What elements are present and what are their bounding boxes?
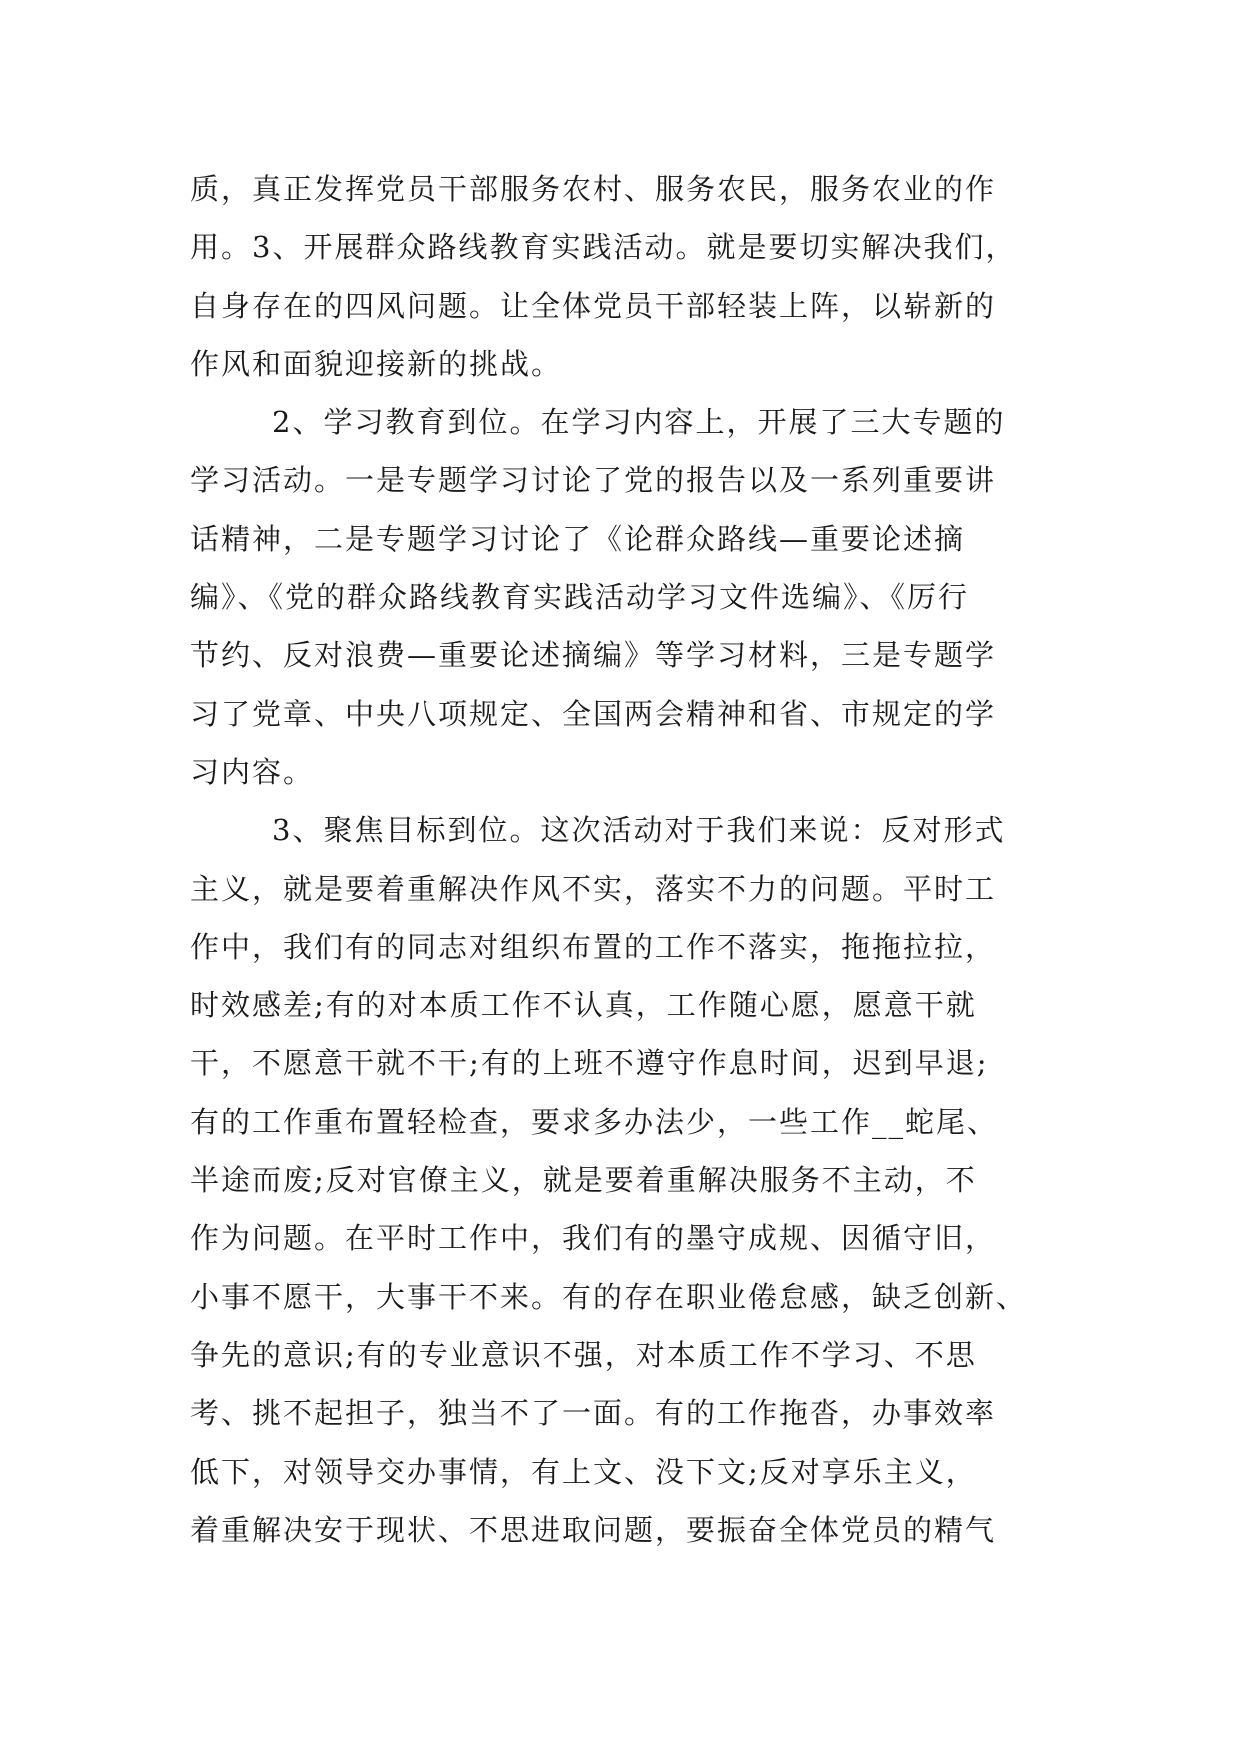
text-line: 编》、《党的群众路线教育实践活动学习文件选编》、《厉行 [190, 580, 970, 615]
text-line: 节约、反对浪费—重要论述摘编》等学习材料，三是专题学 [190, 638, 997, 673]
text-line: 着重解决安于现状、不思进取问题，要振奋全体党员的精气 [190, 1512, 997, 1547]
text-line: 小事不愿干，大事干不来。有的存在职业倦怠感，缺乏创新、 [190, 1279, 1028, 1314]
text-line: 学习活动。一是专题学习讨论了党的报告以及一系列重要讲 [190, 463, 997, 498]
text-line: 考、挑不起担子，独当不了一面。有的工作拖沓，办事效率 [190, 1396, 997, 1431]
text-line: 作中，我们有的同志对组织布置的工作不落实，拖拖拉拉， [190, 929, 997, 964]
text-line: 自身存在的四风问题。让全体党员干部轻装上阵，以崭新的 [190, 288, 997, 323]
paragraph-start-line: 2、学习教育到位。在学习内容上，开展了三大专题的 [272, 405, 1006, 440]
text-line: 争先的意识;有的专业意识不强，对本质工作不学习、不思 [190, 1337, 977, 1372]
text-line: 主义，就是要着重解决作风不实，落实不力的问题。平时工 [190, 871, 997, 906]
text-line: 作风和面貌迎接新的挑战。 [190, 346, 563, 381]
text-line: 有的工作重布置轻检查，要求多办法少，一些工作__蛇尾、 [190, 1104, 999, 1139]
text-line: 习了党章、中央八项规定、全国两会精神和省、市规定的学 [190, 696, 997, 731]
text-line: 时效感差;有的对本质工作不认真，工作随心愿，愿意干就 [190, 988, 977, 1023]
text-line: 质，真正发挥党员干部服务农村、服务农民，服务农业的作 [190, 172, 997, 206]
text-line: 用。3、开展群众路线教育实践活动。就是要切实解决我们， [190, 230, 1017, 265]
text-line: 低下，对领导交办事情，有上文、没下文;反对享乐主义， [190, 1454, 977, 1489]
text-line: 作为问题。在平时工作中，我们有的墨守成规、因循守旧， [190, 1221, 997, 1256]
text-line: 话精神，二是专题学习讨论了《论群众路线—重要论述摘 [190, 521, 966, 556]
paragraph-start-line: 3、聚焦目标到位。这次活动对于我们来说：反对形式 [272, 813, 1006, 848]
text-line: 半途而废;反对官僚主义，就是要着重解决服务不主动，不 [190, 1163, 977, 1198]
text-line: 干，不愿意干就不干;有的上班不遵守作息时间，迟到早退; [190, 1046, 989, 1081]
body-text [190, 160, 1070, 1559]
text-line: 习内容。 [190, 754, 315, 789]
